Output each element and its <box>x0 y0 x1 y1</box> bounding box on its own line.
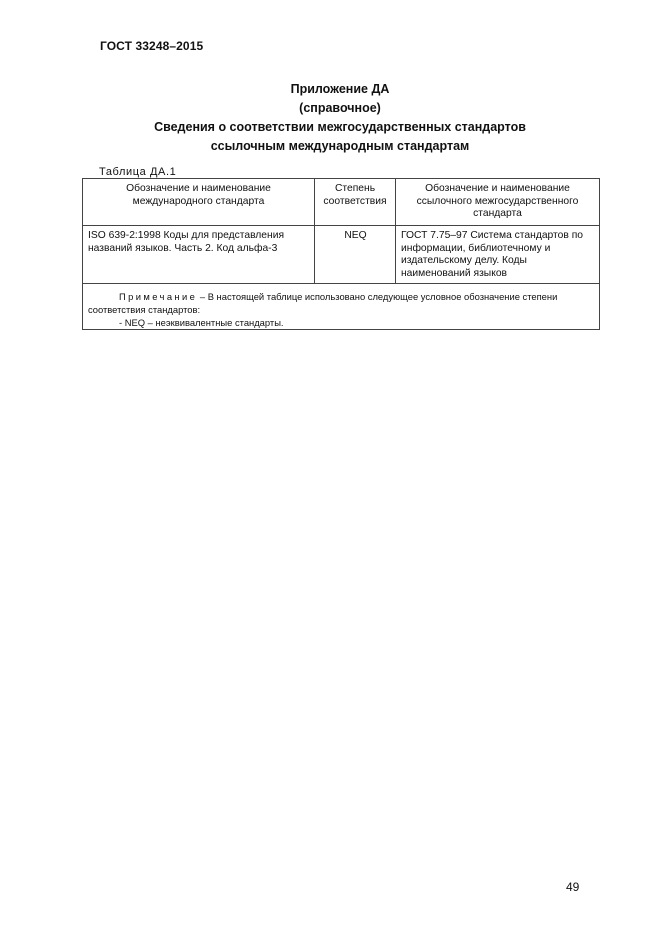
table-note-row <box>83 284 600 330</box>
cell-interstate-standard: ГОСТ 7.75–97 Система стандартов по информации, библиотечному и издательскому делу. Коды наименований языков <box>396 226 600 284</box>
appendix-heading-line-1: Сведения о соответствии межгосударственных стандартов <box>154 120 526 134</box>
column-header-degree: Степень соответствия <box>315 179 396 226</box>
table-header-row <box>83 179 600 226</box>
cell-degree: NEQ <box>315 226 396 284</box>
appendix-title: Приложение ДА <box>290 82 390 96</box>
cell-international-standard: ISO 639-2:1998 Коды для представления названий языков. Часть 2. Код альфа-3 <box>83 226 315 284</box>
note-item: - NEQ – неэквивалентные стандарты. <box>119 317 284 328</box>
note-label: Примечание <box>119 291 198 302</box>
table-note <box>83 284 600 330</box>
correspondence-table <box>82 178 600 330</box>
table-caption: Таблица ДА.1 <box>99 166 177 178</box>
appendix-subtitle: (справочное) <box>299 101 381 115</box>
table-row <box>83 226 600 284</box>
note-text: – В настоящей таблице использовано следующее условное обозначение степени соответствия стандартов: <box>88 291 558 315</box>
page-number: 49 <box>566 880 580 894</box>
column-header-interstate: Обозначение и наименование ссылочного межгосударственного стандарта <box>396 179 600 226</box>
document-code: ГОСТ 33248–2015 <box>100 39 204 53</box>
appendix-heading-line-2: ссылочным международным стандартам <box>210 139 470 153</box>
column-header-international: Обозначение и наименование международного стандарта <box>83 179 315 226</box>
appendix-title-block <box>40 80 640 156</box>
